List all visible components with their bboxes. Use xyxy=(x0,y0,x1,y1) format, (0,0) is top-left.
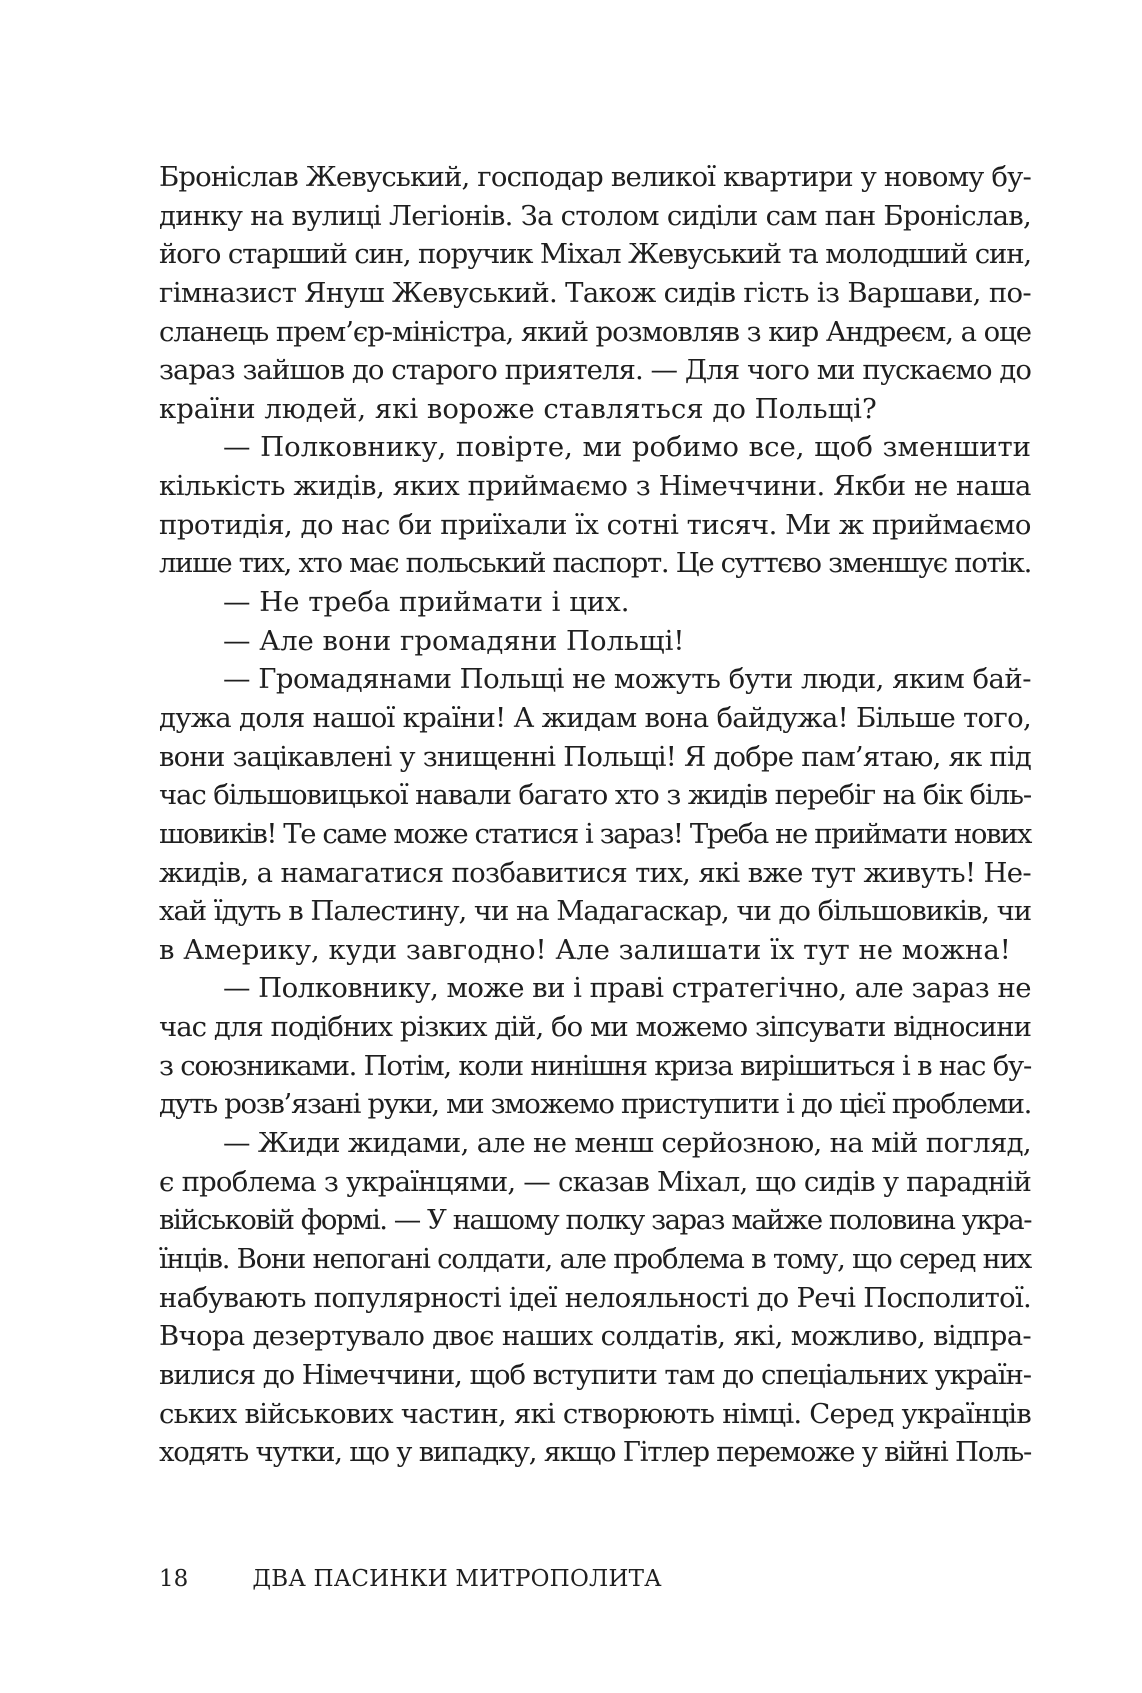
page-footer xyxy=(159,1561,662,1597)
page-number: 18 xyxy=(159,1566,189,1592)
text-line: Вчора дезертувало двоє наших солдатів, які, можливо, відпра- xyxy=(159,1320,1031,1353)
text-line: вилися до Німеччини, щоб вступити там до спеціальних україн- xyxy=(159,1358,1031,1391)
text-line: зараз зайшов до старого приятеля. — Для чого ми пускаємо до xyxy=(159,354,1031,387)
running-head: ДВА ПАСИНКИ МИТРОПОЛИТА xyxy=(252,1566,662,1592)
text-line: — Але вони громадяни Польщі! xyxy=(223,624,685,657)
text-line: країни людей, які вороже ставляться до Польщі? xyxy=(159,392,877,425)
text-line: з союзниками. Потім, коли нинішня криза вирішиться і в нас бу- xyxy=(159,1049,1031,1082)
text-line: — Полковнику, повірте, ми робимо все, щоб зменшити xyxy=(223,431,1031,464)
text-line: дуть розв’язані руки, ми зможемо приступити і до цієї проблеми. xyxy=(159,1088,1031,1121)
text-line: ходять чутки, що у випадку, якщо Гітлер переможе у війні Поль- xyxy=(159,1436,1031,1469)
text-line: — Не треба приймати і цих. xyxy=(223,586,630,619)
text-line: жидів, а намагатися позбавитися тих, які вже тут живуть! Не- xyxy=(159,856,1031,889)
text-line: динку на вулиці Легіонів. За столом сиділи сам пан Броніслав, xyxy=(159,199,1031,232)
text-line: набувають популярності ідеї нелояльності до Речі Посполитої. xyxy=(159,1281,1031,1314)
text-line: — Жиди жидами, але не менш серйозною, на мій погляд, xyxy=(223,1127,1031,1160)
text-line: хай їдуть в Палестину, чи на Мадагаскар, чи до більшовиків, чи xyxy=(159,895,1031,928)
text-line: кількість жидів, яких приймаємо з Німеччини. Якби не наша xyxy=(159,470,1031,503)
text-line: шовиків! Те саме може статися і зараз! Треба не приймати нових xyxy=(159,817,1031,850)
text-line: — Полковнику, може ви і праві стратегічно, але зараз не xyxy=(223,972,1031,1005)
text-line: в Америку, куди завгодно! Але залишати їх тут не можна! xyxy=(159,933,1011,966)
text-line: час для подібних різких дій, бо ми можемо зіпсувати відносини xyxy=(159,1011,1031,1044)
text-line: сланець прем’єр-міністра, який розмовляв з кир Андреєм, а оце xyxy=(159,315,1031,348)
text-line: їнців. Вони непогані солдати, але проблема в тому, що серед них xyxy=(159,1242,1031,1275)
text-line: є проблема з українцями, — сказав Міхал, що сидів у парадній xyxy=(159,1165,1031,1198)
text-line: дужа доля нашої країни! А жидам вона байдужа! Більше того, xyxy=(159,701,1031,734)
text-line: вони зацікавлені у знищенні Польщі! Я добре пам’ятаю, як під xyxy=(159,740,1031,773)
text-line: протидія, до нас би приїхали їх сотні тисяч. Ми ж приймаємо xyxy=(159,508,1031,541)
text-line: ських військових частин, які створюють німці. Серед українців xyxy=(159,1397,1031,1430)
text-line: лише тих, хто має польський паспорт. Це суттєво зменшує потік. xyxy=(159,547,1031,580)
body-text xyxy=(159,158,1031,1472)
text-line: — Громадянами Польщі не можуть бути люди, яким бай- xyxy=(223,663,1031,696)
text-line: час більшовицької навали багато хто з жидів перебіг на бік біль- xyxy=(159,779,1031,812)
text-line: військовій формі. — У нашому полку зараз майже половина укра- xyxy=(159,1204,1031,1237)
text-line: його старший син, поручик Міхал Жевуський та молодший син, xyxy=(159,238,1031,271)
text-line: гімназист Януш Жевуський. Також сидів гість із Варшави, по- xyxy=(159,276,1031,309)
text-line: Броніслав Жевуський, господар великої квартири у новому бу- xyxy=(159,161,1031,193)
